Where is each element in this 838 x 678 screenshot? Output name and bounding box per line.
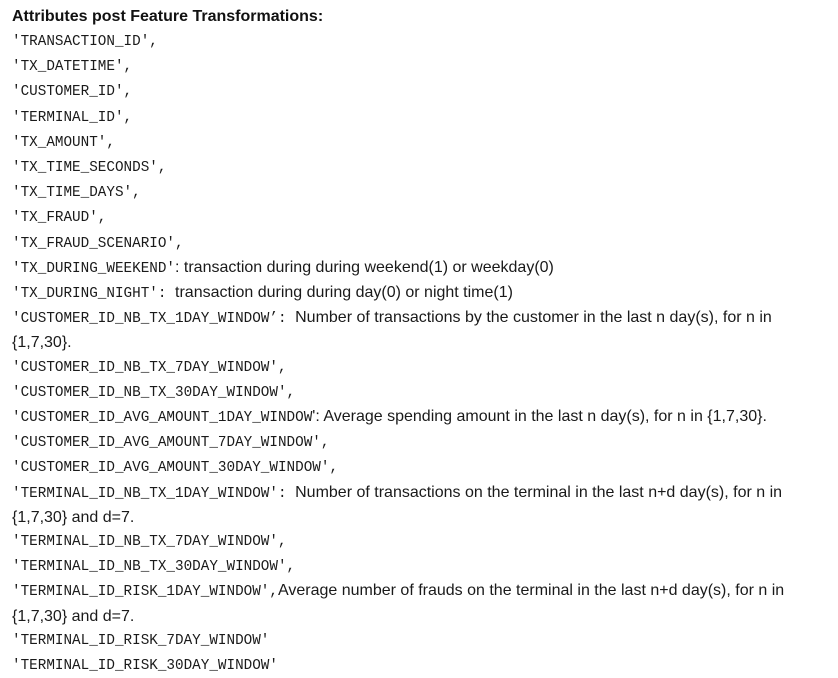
attribute-code: 'CUSTOMER_ID_AVG_AMOUNT_30DAY_WINDOW', (12, 460, 339, 477)
attribute-code: 'TRANSACTION_ID', (12, 34, 158, 50)
attribute-description: Average number of frauds on the terminal in the last n+d day(s), for n in {1,7,30} and d=7. (12, 582, 785, 625)
attribute-code: 'TERMINAL_ID_RISK_30DAY_WINDOW' (12, 658, 278, 675)
attribute-line (12, 180, 792, 205)
attribute-line (12, 256, 792, 281)
attribute-code: 'TERMINAL_ID_RISK_7DAY_WINDOW' (12, 632, 270, 649)
attribute-code: 'TX_FRAUD', (12, 210, 107, 227)
attribute-line (12, 430, 792, 455)
attribute-code: 'TX_DURING_NIGHT': (12, 286, 176, 303)
attribute-line (12, 455, 792, 480)
attribute-line (12, 653, 792, 678)
attribute-line (12, 380, 792, 405)
attribute-list (12, 29, 792, 678)
attribute-code: 'TX_DATETIME', (12, 59, 133, 76)
attribute-line (12, 529, 792, 554)
attribute-line (12, 155, 792, 180)
attribute-code: 'TX_AMOUNT', (12, 134, 115, 151)
attribute-description: Number of transactions on the terminal in the last n+d day(s), for n in {1,7,30} and d=7. (12, 483, 783, 526)
section-heading: Attributes post Feature Transformations: (12, 8, 324, 25)
attribute-code: 'TERMINAL_ID_NB_TX_1DAY_WINDOW': (12, 485, 296, 502)
attribute-description: ': Average spending amount in the last n day(s), for n in {1,7,30}. (312, 408, 767, 426)
attribute-line (12, 130, 792, 155)
attribute-line (12, 231, 792, 256)
attribute-line (12, 205, 792, 230)
attribute-code: 'CUSTOMER_ID_AVG_AMOUNT_7DAY_WINDOW', (12, 435, 330, 452)
attribute-code: 'CUSTOMER_ID_NB_TX_1DAY_WINDOW’: (12, 311, 296, 328)
attribute-code: 'TX_FRAUD_SCENARIO', (12, 235, 184, 252)
attribute-line (12, 579, 792, 627)
attribute-description: transaction during during day(0) or night time(1) (175, 284, 513, 302)
attribute-code: 'TERMINAL_ID_RISK_1DAY_WINDOW', (12, 584, 278, 601)
attribute-line (12, 29, 792, 54)
attribute-line (12, 628, 792, 653)
attribute-line (12, 105, 792, 130)
attribute-code: 'CUSTOMER_ID_AVG_AMOUNT_1DAY_WINDOW (12, 410, 313, 427)
attribute-line (12, 405, 792, 430)
attribute-code: 'TERMINAL_ID_NB_TX_7DAY_WINDOW', (12, 534, 287, 551)
attribute-description: : transaction during during weekend(1) or weekday(0) (175, 258, 554, 276)
attribute-code: 'TERMINAL_ID_NB_TX_30DAY_WINDOW', (12, 559, 296, 576)
attribute-line (12, 481, 792, 529)
document-body (12, 7, 792, 678)
attribute-line (12, 281, 792, 306)
attribute-code: 'CUSTOMER_ID', (12, 84, 133, 101)
attribute-line (12, 306, 792, 354)
attribute-code: 'TX_TIME_DAYS', (12, 185, 141, 202)
attribute-line (12, 54, 792, 79)
attribute-description: Number of transactions by the customer in the last n day(s), for n in {1,7,30}. (12, 309, 772, 352)
attribute-code: 'TX_DURING_WEEKEND' (12, 260, 176, 277)
attribute-line (12, 355, 792, 380)
attribute-code: 'TX_TIME_SECONDS', (12, 160, 167, 177)
attribute-code: 'CUSTOMER_ID_NB_TX_30DAY_WINDOW', (12, 384, 296, 401)
attribute-code: 'TERMINAL_ID', (12, 109, 133, 126)
attribute-line (12, 79, 792, 104)
attribute-code: 'CUSTOMER_ID_NB_TX_7DAY_WINDOW', (12, 359, 287, 376)
attribute-line (12, 554, 792, 579)
